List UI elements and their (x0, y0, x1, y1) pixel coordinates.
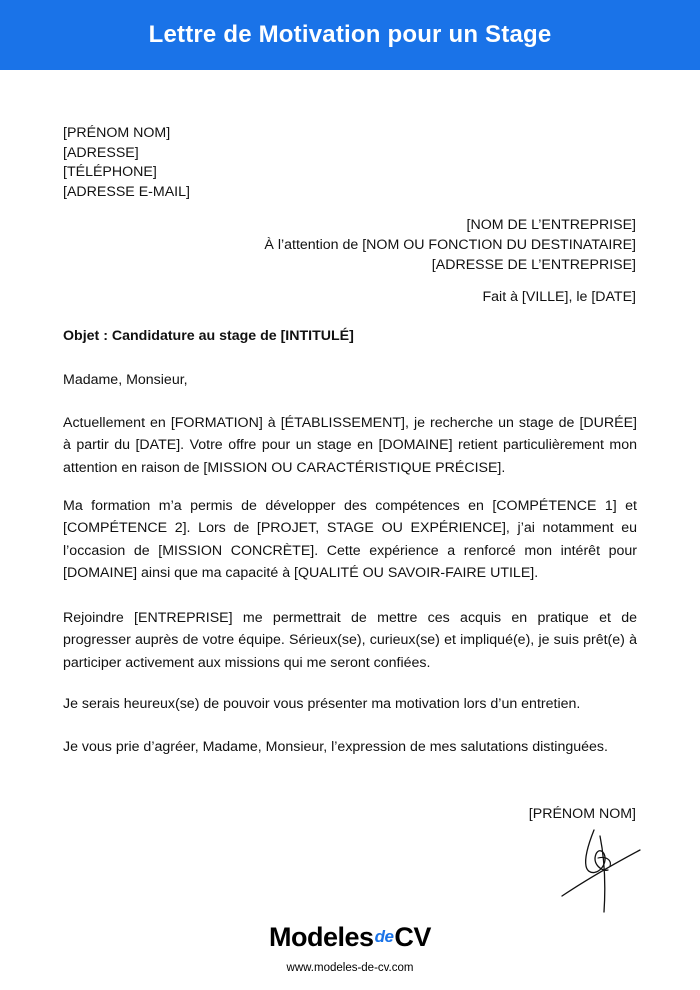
sender-block (63, 124, 190, 202)
paragraph-closing: Je vous prie d’agréer, Madame, Monsieur, l’expression de mes salutations distinguées. (63, 739, 608, 755)
sender-phone: [TÉLÉPHONE] (63, 164, 157, 180)
logo-text-de: de (374, 927, 394, 946)
header-banner (0, 0, 700, 70)
recipient-attention: À l’attention de [NOM OU FONCTION DU DESTINATAIRE] (264, 237, 636, 253)
paragraph-company: Rejoindre [ENTREPRISE] me permettrait de mettre ces acquis en pratique et de progresser auprès de votre équipe. Sérieux(se), curieux(se) et impliqué(e), je suis prêt(e) à participer activement aux missions qui me seront confiées. (63, 610, 637, 671)
recipient-block (264, 215, 636, 275)
paragraph-intro: Actuellement en [FORMATION] à [ÉTABLISSEMENT], je recherche un stage de [DURÉE] à partir du [DATE]. Votre offre pour un stage en [DOMAINE] retient particulièrement mon attention en raison de [MISSION OU CARACTÉRISTIQUE PRÉCISE]. (63, 415, 637, 476)
place-date: Fait à [VILLE], le [DATE] (482, 289, 636, 305)
letter-subject: Objet : Candidature au stage de [INTITULÉ] (63, 328, 354, 344)
recipient-company: [NOM DE L’ENTREPRISE] (466, 217, 636, 233)
logo-text-modeles: Modeles (269, 922, 374, 952)
signer-name: [PRÉNOM NOM] (528, 806, 636, 822)
logo-text-cv: CV (394, 922, 431, 952)
paragraph-skills: Ma formation m’a permis de développer des compétences en [COMPÉTENCE 1] et [COMPÉTENCE 2]. Lors de [PROJET, STAGE OU EXPÉRIENCE], j’ai notamment eu l’occasion de [MISSION CONCRÈTE]. Cette expérience a renforcé mon intérêt pour [DOMAINE] ainsi que ma capacité à [QUALITÉ OU SAVOIR-FAIRE UTILE]. (63, 498, 637, 582)
sender-email: [ADRESSE E-MAIL] (63, 183, 190, 200)
paragraph-interview: Je serais heureux(se) de pouvoir vous présenter ma motivation lors d’un entretien. (63, 696, 581, 712)
website-link[interactable]: www.modeles-de-cv.com (286, 962, 414, 974)
salutation: Madame, Monsieur, (63, 372, 188, 388)
brand-logo[interactable] (0, 922, 700, 953)
sender-name: [PRÉNOM NOM] (63, 125, 171, 141)
page-title: Lettre de Motivation pour un Stage (148, 21, 552, 48)
signature-image (560, 826, 644, 916)
sender-address: [ADRESSE] (63, 144, 139, 161)
recipient-address: [ADRESSE DE L’ENTREPRISE] (431, 257, 636, 273)
